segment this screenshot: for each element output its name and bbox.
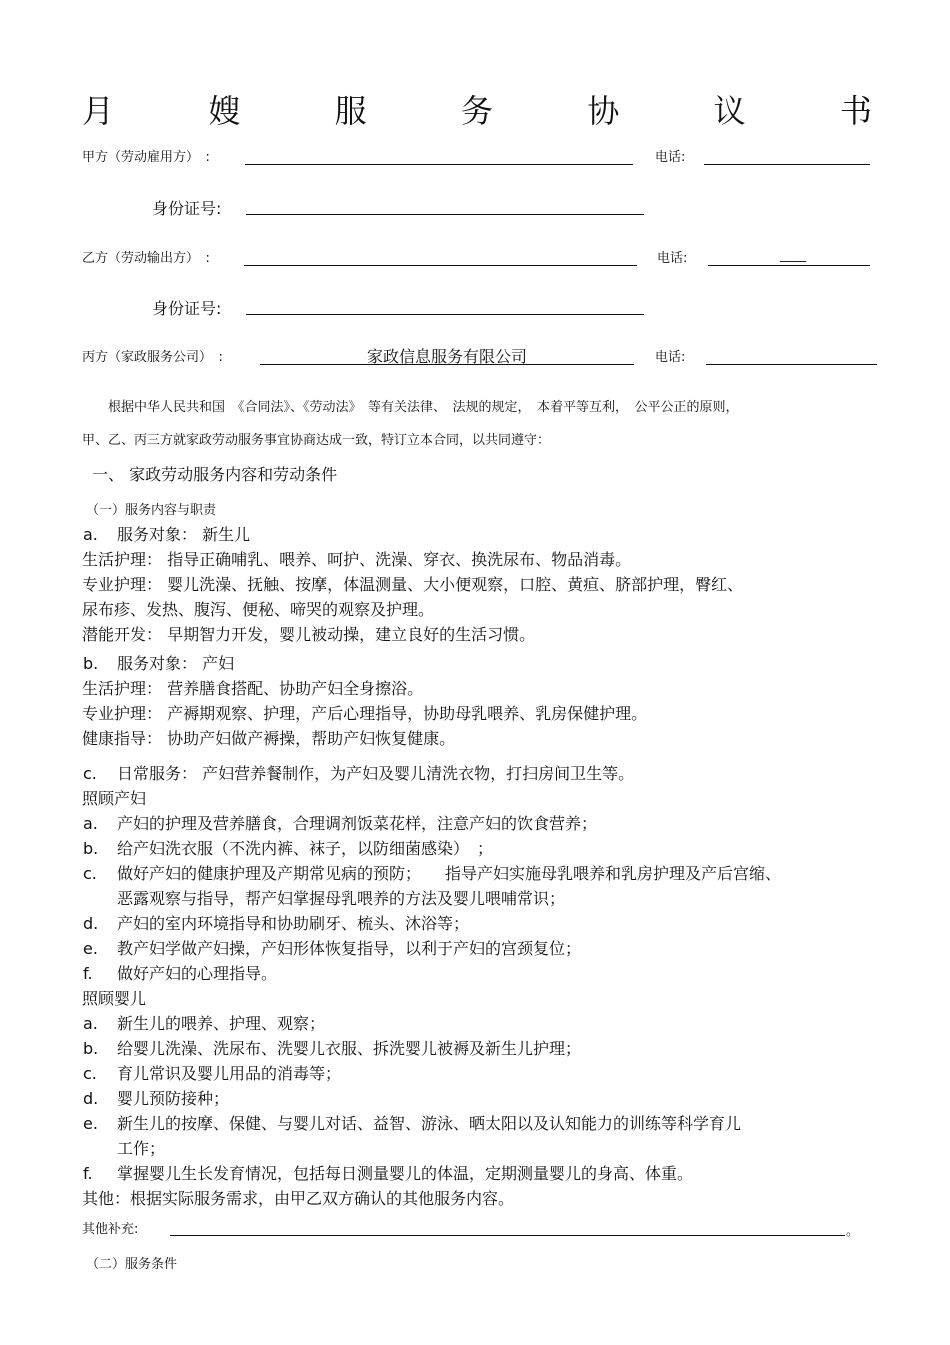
party-b-phone-field[interactable]: [708, 265, 870, 266]
text-line: 生活护理： 营养膳食搭配、协助产妇全身擦浴。: [82, 679, 424, 698]
party-b-id-label: 身份证号:: [152, 299, 222, 318]
text-line: 尿布疹、发热、腹泻、便秘、啼哭的观察及护理。: [82, 600, 435, 619]
other-services-line: 其他：根据实际服务需求，由甲乙双方确认的其他服务内容。: [82, 1189, 515, 1208]
list-item: [82, 811, 882, 836]
text-line: 专业护理： 产褥期观察、护理，产后心理指导，协助母乳喂养、乳房保健护理。: [82, 704, 648, 723]
preamble-line-2: 甲、乙、丙三方就家政劳动服务事宜协商达成一致，特订立本合同，以共同遵守：: [82, 433, 551, 448]
list-item-continuation: [82, 1136, 882, 1161]
item-marker: f.: [83, 1164, 93, 1183]
item-marker: a.: [83, 814, 98, 833]
item-marker: b.: [83, 654, 99, 673]
item-text: 育儿常识及婴儿用品的消毒等；: [117, 1064, 342, 1083]
item-text: 教产妇学做产妇操，产妇形体恢复指导，以利于产妇的宫颈复位；: [117, 939, 582, 958]
title-char: 服: [334, 92, 367, 130]
party-c-phone-label: 电话:: [655, 350, 686, 365]
party-a-id-label: 身份证号:: [152, 199, 222, 218]
item-text: 工作；: [117, 1139, 166, 1158]
party-b-phone-value: ____: [780, 248, 806, 263]
subsection-1-title: （一）服务内容与职责: [86, 503, 217, 518]
item-marker: b.: [83, 839, 99, 858]
party-b-label: 乙方（劳动输出方） :: [82, 251, 210, 266]
preamble-line-1: 根据中华人民共和国 《合同法》、《劳动法》 等有关法律、 法规的规定， 本着平等互利， 公平公正的原则，: [108, 400, 739, 415]
item-marker: e.: [83, 1114, 98, 1133]
subsection-2-title: （二）服务条件: [86, 1257, 178, 1272]
text-line: 健康指导： 协助产妇做产褥操，帮助产妇恢复健康。: [82, 729, 456, 748]
text-line: 潜能开发： 早期智力开发，婴儿被动操，建立良好的生活习惯。: [82, 625, 536, 644]
item-marker: d.: [83, 914, 99, 933]
item-marker: c.: [83, 864, 97, 883]
item-marker: b.: [83, 1039, 99, 1058]
title-char: 议: [713, 92, 746, 130]
list-item: [82, 651, 882, 676]
title-char: 务: [460, 92, 493, 130]
title-char: 嫂: [208, 92, 241, 130]
item-text: 做好产妇的心理指导。: [117, 964, 278, 983]
list-item-continuation: [82, 886, 882, 911]
section-heading-baby: 照顾婴儿: [82, 989, 147, 1008]
supplement-label: 其他补充:: [82, 1222, 139, 1237]
supplement-field[interactable]: [170, 1235, 845, 1236]
item-text: 服务对象： 产妇: [117, 654, 235, 673]
list-item: [82, 861, 882, 886]
item-marker: c.: [83, 764, 97, 783]
list-item: [82, 1011, 882, 1036]
text-line: 专业护理： 婴儿洗澡、抚触、按摩，体温测量、大小便观察，口腔、黄疸、脐部护理，臀红、: [82, 575, 744, 594]
title-char: 书: [839, 92, 872, 130]
party-a-phone-label: 电话:: [655, 150, 686, 165]
party-a-id-field[interactable]: [246, 214, 644, 215]
party-a-label: 甲方（劳动雇用方） :: [82, 150, 210, 165]
supplement-end-mark: 。: [846, 1224, 860, 1239]
item-text: 给产妇洗衣服（不洗内裤、袜子，以防细菌感染） ；: [117, 839, 494, 858]
item-text: 新生儿的喂养、护理、观察；: [117, 1014, 326, 1033]
list-item: [82, 1111, 882, 1136]
list-item: [82, 761, 882, 786]
list-item: [82, 1061, 882, 1086]
text-line: 生活护理： 指导正确哺乳、喂养、呵护、洗澡、穿衣、换洗尿布、物品消毒。: [82, 550, 632, 569]
party-c-name-field[interactable]: 家政信息服务有限公司: [260, 344, 634, 365]
title-char: 月: [82, 92, 115, 130]
list-item: [82, 522, 882, 547]
party-a-name-field[interactable]: [245, 164, 633, 165]
section-1-title: 一、 家政劳动服务内容和劳动条件: [92, 465, 338, 484]
item-text: 恶露观察与指导，帮产妇掌握母乳喂养的方法及婴儿喂哺常识；: [117, 889, 566, 908]
item-marker: c.: [83, 1064, 97, 1083]
item-text: 给婴儿洗澡、洗尿布、洗婴儿衣服、拆洗婴儿被褥及新生儿护理；: [117, 1039, 582, 1058]
item-text: 日常服务： 产妇营养餐制作，为产妇及婴儿清洗衣物，打扫房间卫生等。: [117, 764, 635, 783]
party-b-id-field[interactable]: [246, 314, 644, 315]
party-a-phone-field[interactable]: [704, 164, 870, 165]
item-marker: d.: [83, 1089, 99, 1108]
item-text: 服务对象： 新生儿: [117, 525, 251, 544]
list-item: [82, 1036, 882, 1061]
item-marker: f.: [83, 964, 93, 983]
party-b-name-field[interactable]: [244, 265, 637, 266]
item-marker: e.: [83, 939, 98, 958]
party-c-label: 丙方（家政服务公司） :: [82, 350, 223, 365]
section-heading-mother: 照顾产妇: [82, 789, 147, 808]
item-text: 产妇的护理及营养膳食，合理调剂饭菜花样，注意产妇的饮食营养；: [117, 814, 598, 833]
item-text: 新生儿的按摩、保健、与婴儿对话、益智、游泳、晒太阳以及认知能力的训练等科学育儿: [117, 1114, 742, 1133]
list-item: [82, 836, 882, 861]
item-text: 产妇的室内环境指导和协助刷牙、梳头、沐浴等；: [117, 914, 470, 933]
list-item: [82, 936, 882, 961]
item-text: 做好产妇的健康护理及产期常见病的预防； 指导产妇实施母乳喂养和乳房护理及产后宫缩、: [117, 864, 782, 883]
item-marker: a.: [83, 1014, 98, 1033]
list-item: [82, 961, 882, 986]
item-text: 掌握婴儿生长发育情况，包括每日测量婴儿的体温，定期测量婴儿的身高、体重。: [117, 1164, 694, 1183]
service-content: [82, 522, 882, 1211]
party-b-phone-label: 电话:: [657, 251, 688, 266]
list-item: [82, 1086, 882, 1111]
title-char: 协: [587, 92, 620, 130]
party-c-phone-field[interactable]: [706, 364, 877, 365]
list-item: [82, 911, 882, 936]
item-marker: a.: [83, 525, 98, 544]
list-item: [82, 1161, 882, 1186]
item-text: 婴儿预防接种；: [117, 1089, 230, 1108]
document-title: [82, 86, 872, 130]
